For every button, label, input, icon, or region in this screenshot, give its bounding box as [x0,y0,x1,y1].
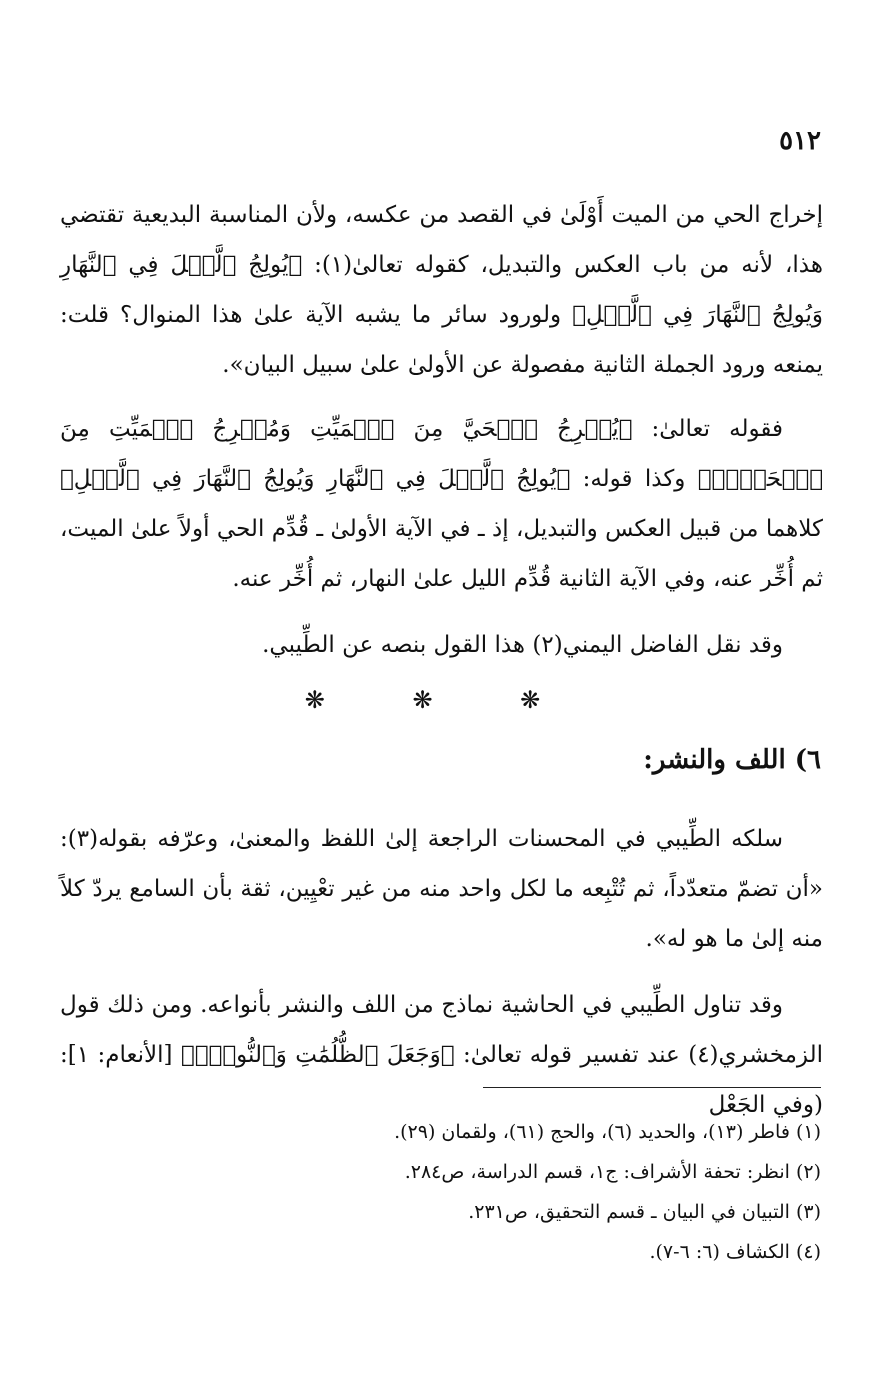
footnote-divider [483,1087,821,1088]
footnotes [60,1112,821,1272]
paragraph-4 [60,814,823,964]
footnote-1: (١) فاطر (١٣)، والحديد (٦)، والحج (٦١)، ولقمان (٢٩). [394,1121,821,1143]
section-separator: ❋ ❋ ❋ [304,686,581,714]
footnote-3: (٣) التبيان في البيان ـ قسم التحقيق، ص٢٣١. [468,1201,821,1223]
footnote-4: (٤) الكشاف (٦: ٦-٧). [649,1241,821,1263]
footnote-2: (٢) انظر: تحفة الأشراف: ج١، قسم الدراسة، ص٢٨٤. [404,1161,821,1183]
paragraph-5-text: وقد تناول الطِّيبي في الحاشية نماذج من اللف والنشر بأنواعه. ومن ذلك قول الزمخشري(٤) عند تفسير قوله تعالىٰ: ﴿وَجَعَلَ ٱلظُّلُمَٰتِ وَٱلنُّورَۖ﴾ [الأنعام: ١]: (وفي الجَعْل [60,992,823,1118]
section-heading: ٦) اللف والنشر: [643,745,821,775]
paragraph-3: وقد نقل الفاضل اليمني(٢) هذا القول بنصه عن الطِّيبي. [262,632,783,658]
paragraph-4-text: سلكه الطِّيبي في المحسنات الراجعة إلىٰ اللفظ والمعنىٰ، وعرّفه بقوله(٣): «أن تضمّ متعدّداً، ثم تُتْبِعه ما لكل واحد منه من غير تعْيِين، ثقة بأن السامع يردّ كلاً منه إلىٰ ما هو له». [60,826,823,952]
paragraph-5 [60,980,823,1130]
paragraph-2 [60,404,823,604]
page-number: ٥١٢ [779,126,821,156]
paragraph-2-text: فقوله تعالىٰ: ﴿يُخۡرِجُ ٱلۡحَيَّ مِنَ ٱلۡمَيِّتِ وَمُخۡرِجُ ٱلۡمَيِّتِ مِنَ ٱلۡحَيِّۚ﴾ وكذا قوله: ﴿يُولِجُ ٱلَّيۡلَ فِي ٱلنَّهَارِ وَيُولِجُ ٱلنَّهَارَ فِي ٱلَّيۡلِ﴾ كلاهما من قبيل العكس والتبديل، إذ ـ في الآية الأولىٰ ـ قُدِّم الحي أولاً علىٰ الميت، ثم أُخِّر عنه، وفي الآية الثانية قُدِّم الليل علىٰ النهار، ثم أُخِّر عنه. [60,416,823,592]
paragraph-1: إخراج الحي من الميت أَوْلَىٰ في القصد من عكسه، ولأن المناسبة البديعية تقتضي هذا، لأنه من باب العكس والتبديل، كقوله تعالىٰ(١): ﴿يُولِجُ ٱلَّيۡلَ فِي ٱلنَّهَارِ وَيُولِجُ ٱلنَّهَارَ فِي ٱلَّيۡلِ﴾ ولورود سائر ما يشبه الآية علىٰ هذا المنوال؟ قلت: يمنعه ورود الجملة الثانية مفصولة عن الأولىٰ علىٰ سبيل البيان». [60,202,823,378]
